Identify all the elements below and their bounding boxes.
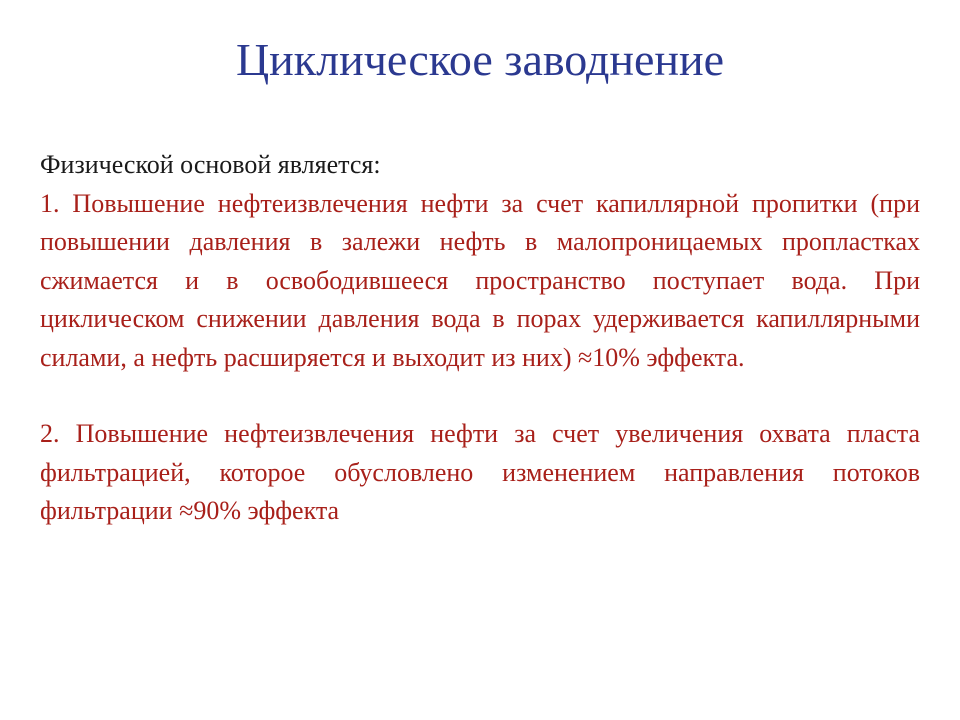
- intro-text: Физической основой является:: [40, 150, 381, 179]
- point-2: 2. Повышение нефтеизвлечения нефти за счет увеличения охвата пласта фильтрацией, которое обусловлено изменением направления потоков фильтрации ≈90% эффекта: [40, 419, 920, 525]
- slide-title: Циклическое заводнение: [235, 34, 725, 85]
- slide-body: [40, 146, 920, 531]
- point-1: 1. Повышение нефтеизвлечения нефти за счет капиллярной пропитки (при повышении давления в залежи нефть в малопроницаемых пропластках сжимается и в освободившееся пространство поступает вода. При циклическом снижении давления вода в порах удерживается капиллярными силами, а нефть расширяется и выходит из них) ≈10% эффекта.: [40, 188, 920, 372]
